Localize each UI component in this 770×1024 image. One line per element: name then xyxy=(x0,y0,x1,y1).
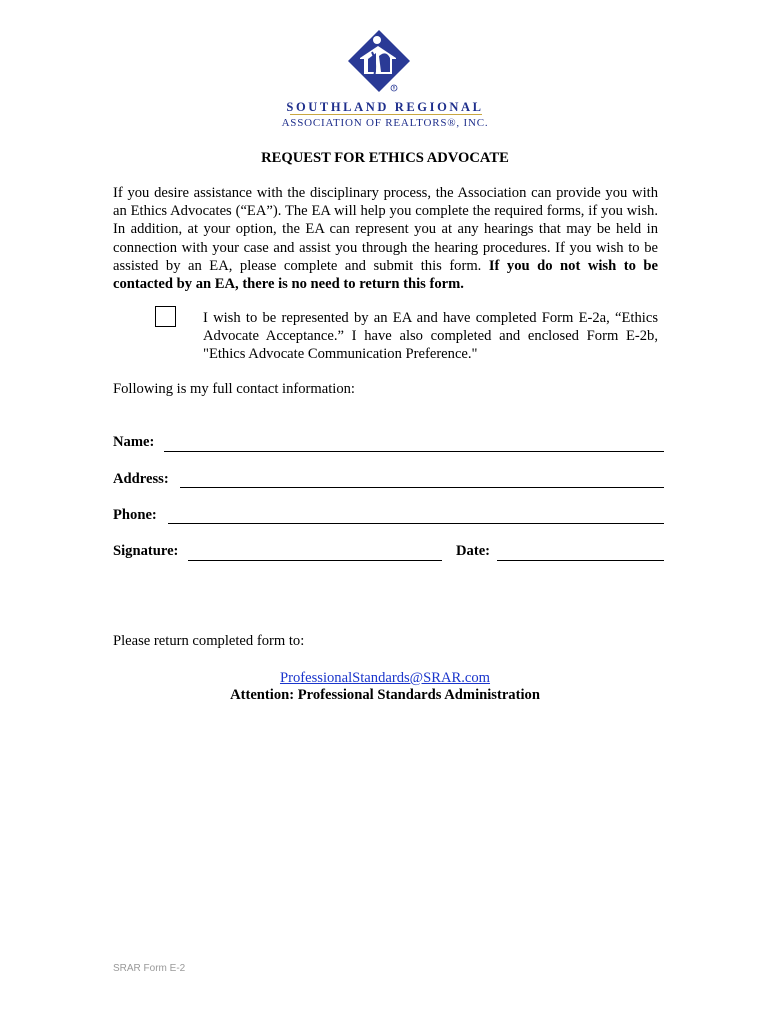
name-field[interactable] xyxy=(164,451,664,452)
return-instructions: Please return completed form to: xyxy=(113,633,305,649)
intro-bold-text: If you do not wish to be contacted by an EA, there is no need to return this form. xyxy=(113,257,659,293)
phone-field[interactable] xyxy=(168,523,664,524)
org-name-line2: ASSOCIATION OF REALTORS®, INC. xyxy=(281,117,489,129)
intro-text: If you desire assistance with the disciplinary process, the Association can provide you with an Ethics Advocates (“EA”). The EA will help you complete the required forms, if you wish. In addition, at your option, the EA can represent you at any hearings that may be held in connection with your case and assist you through the hearing procedures. If you wish to be assisted by an EA, please complete and submit this form. xyxy=(113,185,658,274)
address-field[interactable] xyxy=(180,487,664,488)
phone-label: Phone: xyxy=(113,507,157,523)
date-label: Date: xyxy=(456,543,491,559)
return-email-link[interactable]: ProfessionalStandards@SRAR.com xyxy=(279,670,491,686)
date-field[interactable] xyxy=(497,560,664,561)
org-name-line1: SOUTHLAND REGIONAL xyxy=(286,100,484,114)
signature-field[interactable] xyxy=(188,560,442,561)
contact-info-intro: Following is my full contact information: xyxy=(113,381,355,397)
intro-paragraph xyxy=(113,184,658,293)
page-title: REQUEST FOR ETHICS ADVOCATE xyxy=(261,150,509,166)
org-divider xyxy=(290,114,482,115)
srar-logo-icon xyxy=(346,28,412,94)
form-id-footer: SRAR Form E-2 xyxy=(113,963,186,974)
address-label: Address: xyxy=(113,471,169,487)
signature-label: Signature: xyxy=(113,543,179,559)
ea-representation-checkbox[interactable] xyxy=(155,306,176,327)
svg-text:R: R xyxy=(392,85,396,91)
checkbox-label: I wish to be represented by an EA and have completed Form E-2a, “Ethics Advocate Acceptance.” I have also completed and enclosed Form E-2b, "Ethics Advocate Communication Preference." xyxy=(203,310,658,363)
name-label: Name: xyxy=(113,434,155,450)
attention-line: Attention: Professional Standards Administration xyxy=(230,687,540,703)
